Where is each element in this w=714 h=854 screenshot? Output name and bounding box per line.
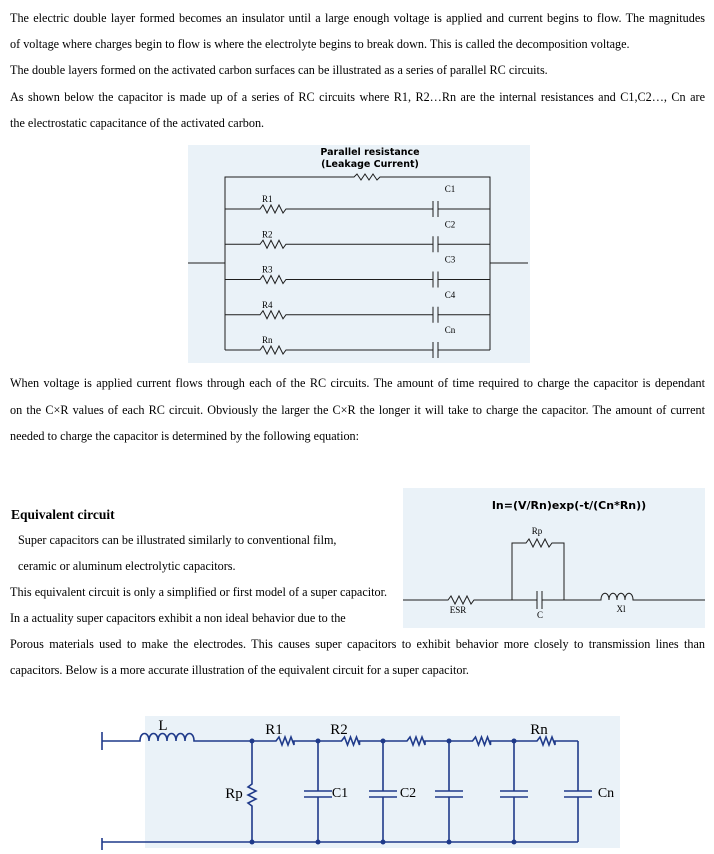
junction-dot [250,840,255,845]
charging-line-1: When voltage is applied current flows through each of the RC circuits. The amount of time required to charge the capacitor is dependant [10,376,705,390]
junction-dot [381,739,386,744]
equivalent-line-2: ceramic or aluminum electrolytic capacitors. [18,559,236,573]
junction-dot [250,739,255,744]
xl-label: Xl [616,604,626,614]
cn-label: Cn [597,786,615,801]
rn-label: Rn [530,722,548,738]
intro-line-4: As shown below the capacitor is made up of a series of RC circuits where R1, R2…Rn are the internal resistances and C1,C2…, Cn are [10,90,705,104]
resistor-label: R4 [262,299,273,310]
c2-label: C2 [399,786,417,801]
transmission-line-diagram [100,712,620,852]
capacitor-label: C3 [444,254,456,265]
junction-dot [447,739,452,744]
leakage-title-1: Parallel resistance [320,147,420,158]
junction-dot [512,739,517,744]
esr-label: ESR [449,605,467,615]
leakage-title-2: (Leakage Current) [321,159,419,170]
simple-equivalent-diagram [403,488,705,628]
equivalent-circuit-heading: Equivalent circuit [11,507,115,522]
capacitor-label: C4 [444,289,456,300]
porous-line-2: capacitors. Below is a more accurate illustration of the equivalent circuit for a super capacitor. [10,663,469,677]
parallel-rc-diagram [188,145,530,363]
junction-dot [316,739,321,744]
r2-label: R2 [330,722,348,738]
capacitor-label: Cn [444,325,456,335]
rp-label: Rp [531,526,543,536]
intro-line-1: The electric double layer formed becomes an insulator until a large enough voltage is applied and current begins to flow. The magnitudes [10,11,705,25]
equivalent-line-1: Super capacitors can be illustrated similarly to conventional film, [18,533,337,547]
junction-dot [316,840,321,845]
porous-line-1: Porous materials used to make the electrodes. This causes super capacitors to exhibit behavior more closely to transmission lines than [10,637,705,651]
current-equation: In=(V/Rn)exp(-t/(Cn*Rn)) [491,499,647,512]
resistor-label: Rn [262,335,273,345]
c1-label: C1 [331,786,349,801]
l-label: L [158,718,168,734]
resistor-label: R3 [262,264,273,275]
intro-line-3: The double layers formed on the activated carbon surfaces can be illustrated as a series of parallel RC circuits. [10,63,548,77]
equivalent-line-3: This equivalent circuit is only a simplified or first model of a super capacitor. [10,585,388,599]
rp-label-2: Rp [225,786,243,802]
intro-line-2: of voltage where charges begin to flow is where the electrolyte begins to break down. This is called the decomposition voltage. [10,37,630,51]
junction-dot [447,840,452,845]
charging-line-3: needed to charge the capacitor is determined by the following equation: [10,429,360,443]
charging-line-2: on the C×R values of each RC circuit. Obviously the larger the C×R the longer it will take to charge the capacitor. The amount of current [10,403,705,417]
capacitor-label: C1 [444,184,456,194]
capacitor-label: C2 [444,219,456,230]
intro-line-5: the electrostatic capacitance of the activated carbon. [10,116,265,130]
r1-label: R1 [265,722,283,738]
junction-dot [512,840,517,845]
resistor-label: R2 [262,229,273,240]
resistor-label: R1 [262,194,273,204]
c-label: C [536,610,544,620]
junction-dot [381,840,386,845]
equivalent-line-4: In a actuality super capacitors exhibit a non ideal behavior due to the [10,611,346,625]
